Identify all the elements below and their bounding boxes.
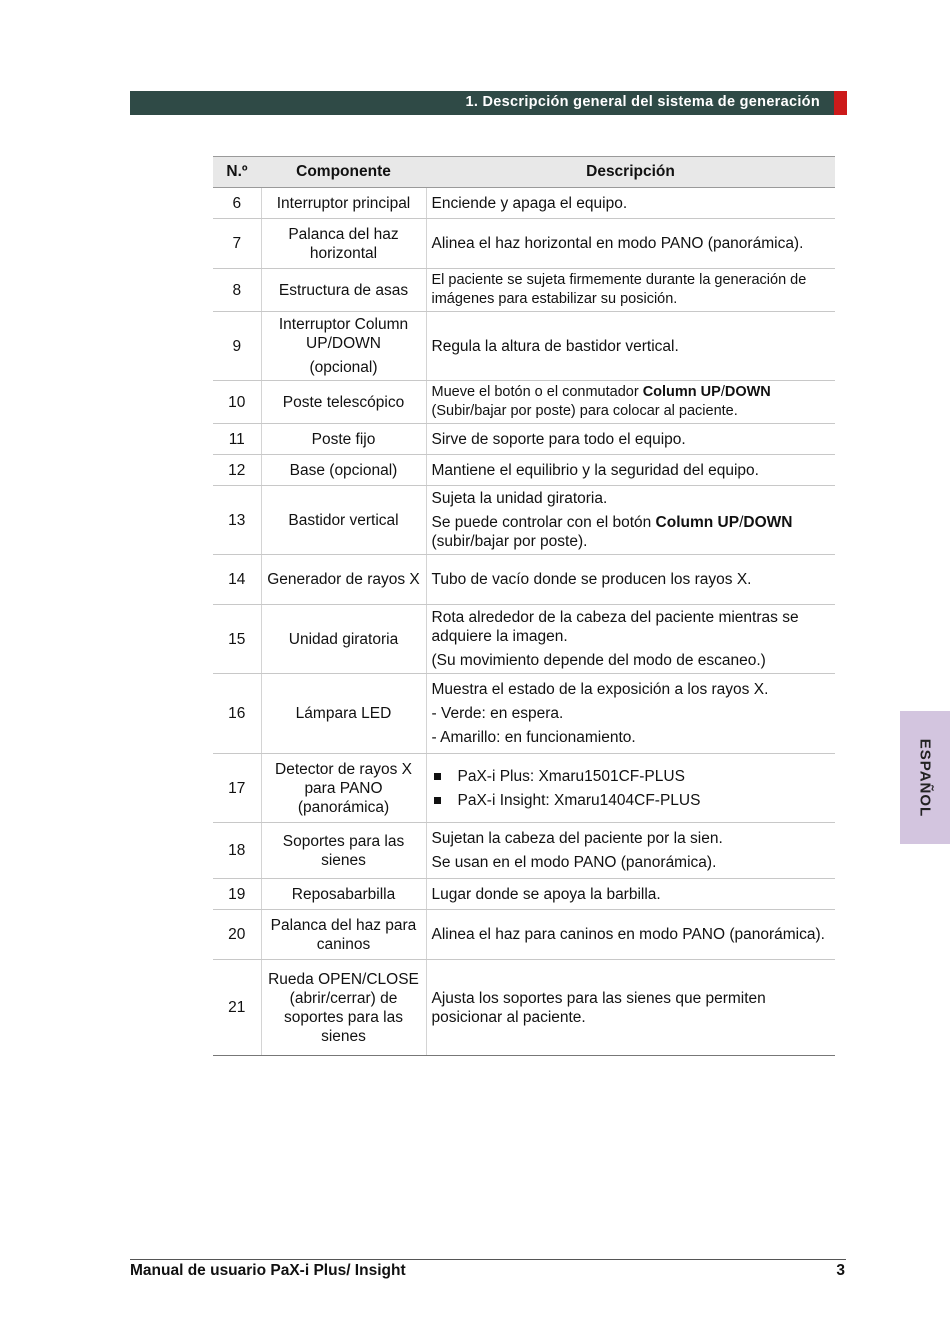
table-row <box>213 486 835 555</box>
table-row <box>213 879 835 910</box>
table-row <box>213 754 835 823</box>
row-description: Lugar donde se apoya la barbilla. <box>426 879 835 910</box>
desc-line <box>432 513 831 551</box>
column-header-component: Componente <box>261 157 426 188</box>
desc-text: (subir/bajar por poste). <box>431 533 588 550</box>
section-header-bar <box>130 91 834 115</box>
table-row <box>213 960 835 1056</box>
component-name: Interruptor Column UP/DOWN <box>278 316 409 352</box>
desc-bold-column-up: Column UP <box>642 384 721 400</box>
row-component: Bastidor vertical <box>261 486 426 555</box>
row-description: Alinea el haz horizontal en modo PANO (panorámica). <box>426 219 835 269</box>
table-row <box>213 269 835 312</box>
row-description: Mantiene el equilibrio y la seguridad del equipo. <box>426 455 835 486</box>
row-number: 10 <box>213 381 261 424</box>
desc-slash: / <box>720 384 725 400</box>
column-header-number: N.º <box>213 157 261 188</box>
desc-line: Sujetan la cabeza del paciente por la sien. <box>431 830 723 847</box>
row-component: Palanca del haz horizontal <box>261 219 426 269</box>
row-description: Enciende y apaga el equipo. <box>426 188 835 219</box>
desc-line: Se usan en el modo PANO (panorámica). <box>431 854 717 871</box>
row-component: Lámpara LED <box>261 674 426 754</box>
table-row <box>213 381 835 424</box>
row-description <box>426 754 835 823</box>
row-component: Base (opcional) <box>261 455 426 486</box>
row-number: 8 <box>213 269 261 312</box>
footer-manual-title: Manual de usuario PaX-i Plus/ Insight <box>130 1262 406 1279</box>
row-number: 21 <box>213 960 261 1056</box>
desc-line: Sujeta la unidad giratoria. <box>431 490 608 507</box>
desc-line: Rota alrededor de la cabeza del paciente mientras se adquiere la imagen. <box>431 609 799 645</box>
list-item: PaX-i Insight: Xmaru1404CF-PLUS <box>432 791 831 810</box>
desc-bold-down: DOWN <box>724 384 771 400</box>
row-number: 9 <box>213 312 261 381</box>
desc-line: (Su movimiento depende del modo de escaneo.) <box>431 652 766 669</box>
page-number: 3 <box>836 1262 845 1279</box>
row-component <box>261 312 426 381</box>
table-header-row <box>213 157 835 188</box>
desc-line: - Verde: en espera. <box>431 705 564 722</box>
desc-text: (Subir/bajar por poste) para colocar al paciente. <box>431 403 738 419</box>
language-label: ESPAÑOL <box>916 738 934 817</box>
row-description: Ajusta los soportes para las sienes que permiten posicionar al paciente. <box>426 960 835 1056</box>
table-row <box>213 312 835 381</box>
table-row <box>213 455 835 486</box>
row-description: Tubo de vacío donde se producen los rayos X. <box>426 555 835 605</box>
language-side-tab <box>900 711 950 844</box>
row-number: 12 <box>213 455 261 486</box>
row-number: 17 <box>213 754 261 823</box>
table-row <box>213 823 835 879</box>
table-row <box>213 219 835 269</box>
row-component: Soportes para las sienes <box>261 823 426 879</box>
row-description <box>426 486 835 555</box>
row-description: Alinea el haz para caninos en modo PANO (panorámica). <box>426 910 835 960</box>
table-row <box>213 910 835 960</box>
row-description: Sirve de soporte para todo el equipo. <box>426 424 835 455</box>
desc-bold-down: DOWN <box>743 514 793 531</box>
row-number: 7 <box>213 219 261 269</box>
row-description <box>426 823 835 879</box>
section-title: 1. Descripción general del sistema de generación <box>465 94 820 110</box>
row-component: Detector de rayos X para PANO (panorámica) <box>261 754 426 823</box>
row-number: 6 <box>213 188 261 219</box>
row-component: Poste fijo <box>261 424 426 455</box>
desc-line: Muestra el estado de la exposición a los rayos X. <box>431 681 769 698</box>
column-header-description: Descripción <box>426 157 835 188</box>
detector-model-list <box>432 767 831 810</box>
list-item: PaX-i Plus: Xmaru1501CF-PLUS <box>432 767 831 786</box>
row-number: 16 <box>213 674 261 754</box>
row-description: Regula la altura de bastidor vertical. <box>426 312 835 381</box>
row-component: Estructura de asas <box>261 269 426 312</box>
desc-text: Se puede controlar con el botón <box>431 514 656 531</box>
component-optional-note: (opcional) <box>309 359 378 376</box>
row-number: 20 <box>213 910 261 960</box>
table-row <box>213 424 835 455</box>
table-row <box>213 555 835 605</box>
row-component: Poste telescópico <box>261 381 426 424</box>
row-number: 14 <box>213 555 261 605</box>
row-component: Palanca del haz para caninos <box>261 910 426 960</box>
header-accent-block <box>834 91 847 115</box>
row-component: Interruptor principal <box>261 188 426 219</box>
table-row <box>213 188 835 219</box>
row-number: 11 <box>213 424 261 455</box>
desc-line: - Amarillo: en funcionamiento. <box>431 729 636 746</box>
row-number: 13 <box>213 486 261 555</box>
table-row <box>213 674 835 754</box>
row-component: Generador de rayos X <box>261 555 426 605</box>
row-description: El paciente se sujeta firmemente durante la generación de imágenes para estabilizar su posición. <box>426 269 835 312</box>
desc-slash: / <box>739 514 744 531</box>
desc-bold-column-up: Column UP <box>655 514 740 531</box>
row-component: Unidad giratoria <box>261 605 426 674</box>
row-description <box>426 381 835 424</box>
footer-divider <box>130 1259 846 1260</box>
row-component: Rueda OPEN/CLOSE (abrir/cerrar) de soportes para las sienes <box>261 960 426 1056</box>
row-number: 15 <box>213 605 261 674</box>
row-description <box>426 674 835 754</box>
row-description <box>426 605 835 674</box>
row-number: 19 <box>213 879 261 910</box>
desc-text: Mueve el botón o el conmutador <box>431 384 643 400</box>
table-row <box>213 605 835 674</box>
row-number: 18 <box>213 823 261 879</box>
components-table <box>213 156 835 1056</box>
row-component: Reposabarbilla <box>261 879 426 910</box>
